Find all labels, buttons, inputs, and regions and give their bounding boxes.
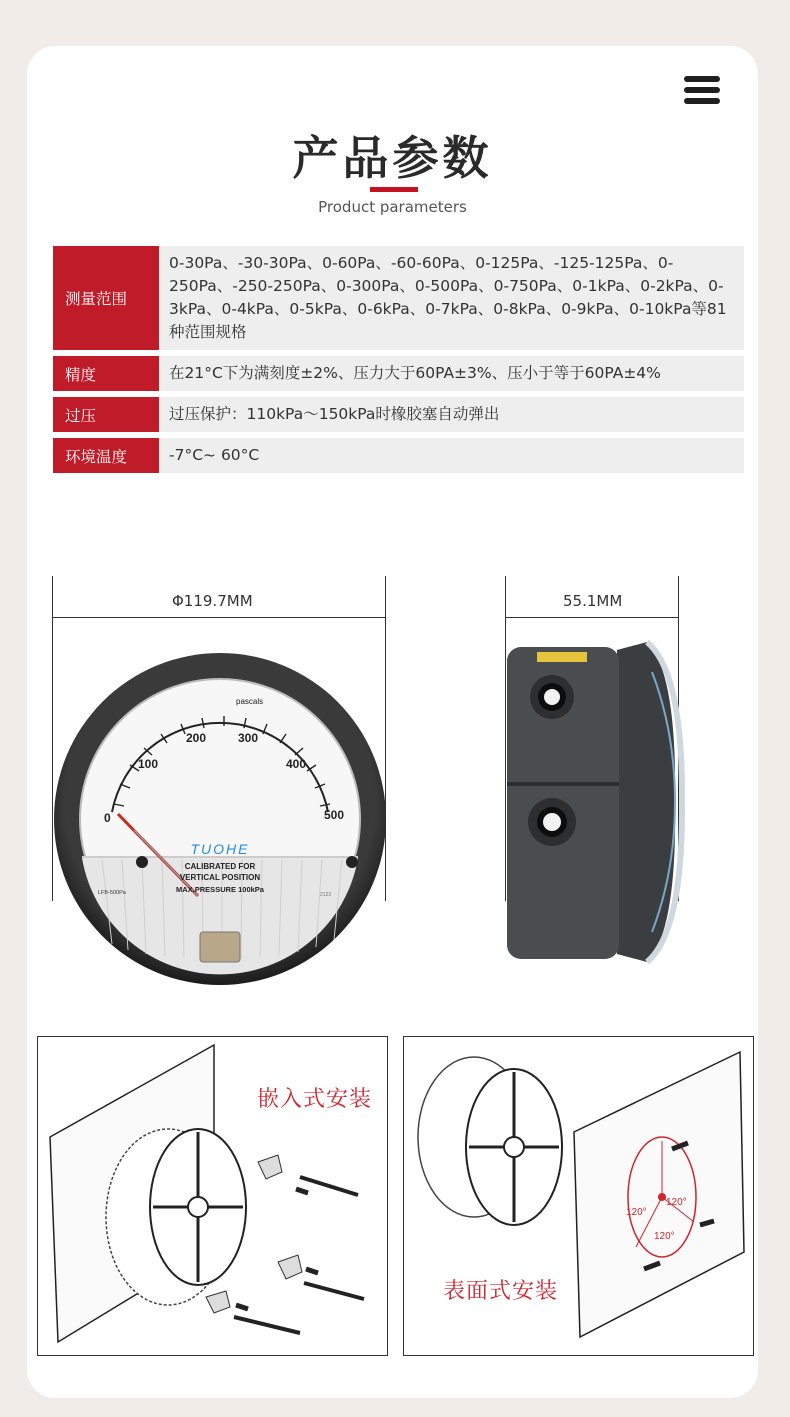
diameter-label: Φ119.7MM	[172, 592, 253, 610]
param-value: -7°C~ 60°C	[159, 438, 744, 473]
gauge-unit: pascals	[236, 697, 264, 706]
gauge-tick-label: 400	[286, 757, 307, 771]
gauge-tick-label: 300	[238, 731, 259, 745]
table-row	[53, 356, 744, 391]
hamburger-menu-icon[interactable]	[684, 76, 720, 106]
flush-mount-label: 嵌入式安装	[257, 1087, 373, 1112]
table-row	[53, 246, 744, 350]
gauge-brand: TUOHE	[190, 841, 250, 857]
dimension-line	[52, 617, 386, 618]
param-label: 过压	[53, 397, 159, 432]
param-label: 精度	[53, 356, 159, 391]
table-row	[53, 438, 744, 473]
page-subtitle: Product parameters	[318, 198, 467, 216]
angle-label: 120°	[666, 1197, 687, 1208]
table-row	[53, 397, 744, 432]
dimension-line	[505, 576, 506, 901]
angle-label: 120°	[626, 1207, 647, 1218]
gauge-tick-label: 0	[104, 811, 111, 825]
product-card	[27, 46, 758, 1398]
param-label: 测量范围	[53, 246, 159, 350]
depth-label: 55.1MM	[563, 592, 623, 610]
angle-label: 120°	[654, 1231, 675, 1242]
gauge-text: VERTICAL POSITION	[179, 873, 261, 882]
gauge-text: MAX.PRESSURE 100kPa	[176, 885, 264, 894]
params-table	[53, 240, 744, 479]
page-title: 产品参数	[292, 131, 493, 185]
param-label: 环境温度	[53, 438, 159, 473]
gauge-serial: 2123	[320, 892, 332, 898]
param-value: 在21°C下为满刻度±2%、压力大于60PA±3%、压小于等于60PA±4%	[159, 356, 744, 391]
gauge-tick-label: 200	[186, 731, 207, 745]
gauge-model: LFB-500Pa	[98, 890, 126, 896]
gauge-tick-label: 100	[138, 757, 159, 771]
param-value: 0-30Pa、-30-30Pa、0-60Pa、-60-60Pa、0-125Pa、-125-125Pa、0-250Pa、-250-250Pa、0-300Pa、0-500Pa、0-750Pa、0-1kPa、0-2kPa、0-3kPa、0-4kPa、0-5kPa、0-6kPa、0-7kPa、0-8kPa、0-9kPa、0-10kPa等81种范围规格	[159, 246, 744, 350]
param-value: 过压保护：110kPa～150kPa时橡胶塞自动弹出	[159, 397, 744, 432]
gauge-front-image	[52, 644, 388, 994]
surface-mount-label: 表面式安装	[443, 1279, 559, 1304]
title-underline	[370, 187, 418, 192]
gauge-side-image	[507, 632, 687, 982]
dimension-line	[505, 617, 679, 618]
surface-mount-diagram	[403, 1036, 754, 1356]
gauge-tick-label: 500	[324, 808, 345, 822]
gauge-text: CALIBRATED FOR	[184, 862, 256, 871]
